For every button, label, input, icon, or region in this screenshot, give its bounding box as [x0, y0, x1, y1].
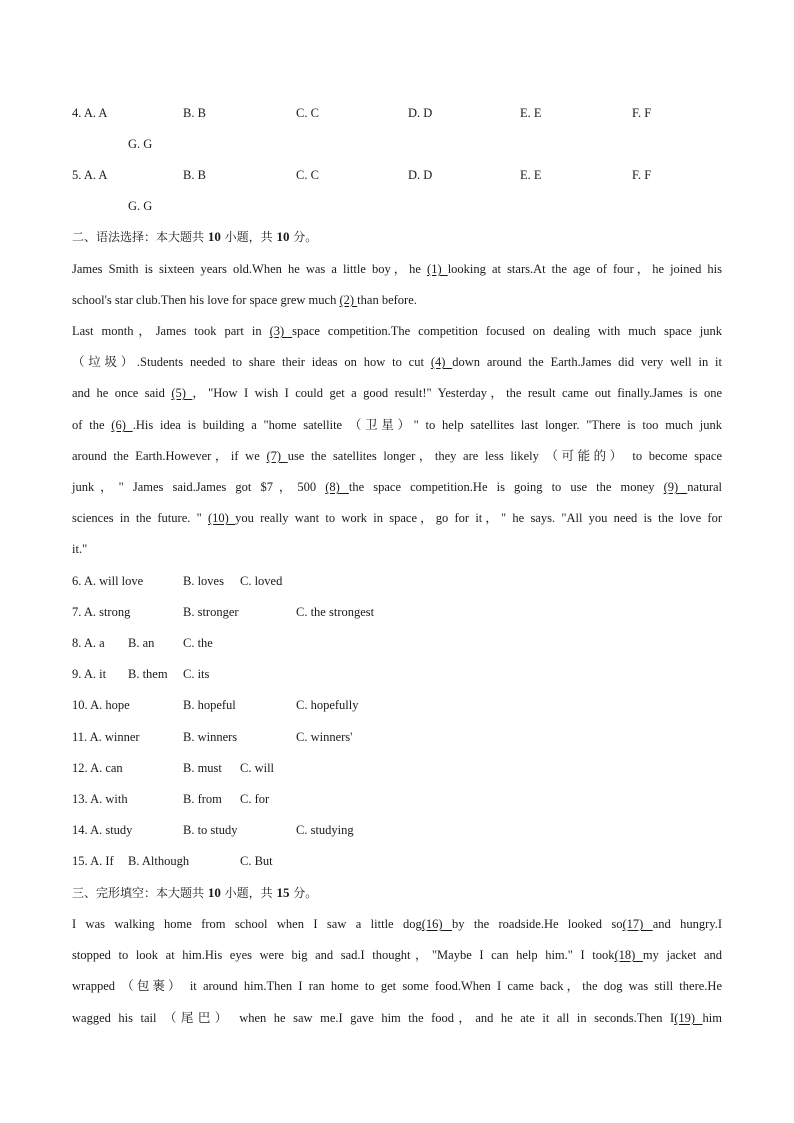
option-b: B. winners — [183, 730, 238, 744]
option-f: F. F — [632, 106, 652, 120]
option-b: B. stronger — [183, 605, 239, 619]
option-c: C. loved — [240, 574, 283, 588]
question-15: 15. A. If — [72, 854, 114, 868]
passage-line: wagged his tail （尾巴） when he saw me.I gave him the food，and he ate it all in seconds.Then I(19) him — [72, 1011, 722, 1025]
option-b: B. them — [128, 667, 168, 681]
passage-line: I was walking home from school when I saw a little dog(16) by the roadside.He looked so(17) and hungry.I — [72, 917, 723, 931]
passage-line: stopped to look at him.His eyes were big and sad.I thought，"Maybe I can help him." I took(18) my jacket and — [72, 948, 722, 962]
option-b: B. B — [183, 168, 206, 182]
option-b: B. hopeful — [183, 698, 236, 712]
passage-line: Last month，James took part in (3) space competition.The competition focused on dealing with much space junk — [72, 324, 722, 338]
passage-line: James Smith is sixteen years old.When he was a little boy，he (1) looking at stars.At the age of four，he joined his — [72, 262, 722, 276]
option-g: G. G — [128, 137, 153, 151]
option-c: C. winners' — [296, 730, 353, 744]
question-10: 10. A. hope — [72, 698, 130, 712]
blank-5: (5) — [171, 386, 193, 400]
blank-2: (2) — [339, 293, 358, 307]
option-b: B. an — [128, 636, 155, 650]
option-c: C. its — [183, 667, 210, 681]
blank-10: (10) — [207, 511, 236, 525]
question-14: 14. A. study — [72, 823, 133, 837]
question-5 — [72, 167, 107, 183]
blank-4: (4) — [430, 355, 453, 369]
passage-line: wrapped （包裹） it around him.Then I ran home to get some food.When I came back，the dog was still there.He — [72, 979, 722, 993]
option-d: D. D — [408, 168, 433, 182]
blank-18: (18) — [614, 948, 643, 962]
option-b: B. B — [183, 106, 206, 120]
option-e: E. E — [520, 106, 542, 120]
option-c: C. But — [240, 854, 273, 868]
passage-line: of the (6) .His idea is building a "home satellite （卫星）" to help satellites last longer. "There is too much junk — [72, 418, 723, 432]
option-c: C. the strongest — [296, 605, 375, 619]
question-6: 6. A. will love — [72, 574, 144, 588]
passage-line: sciences in the future. " (10) you really want to work in space，go for it，" he says. "All you need is the love for — [72, 511, 722, 525]
option-a: A. A — [83, 168, 108, 182]
question-7: 7. A. strong — [72, 605, 131, 619]
question-11: 11. A. winner — [72, 730, 140, 744]
section-heading-grammar: 二、语法选择：本大题共 10 小题，共 10 分。 — [72, 229, 318, 244]
option-c: C. C — [296, 106, 319, 120]
blank-8: (8) — [325, 480, 349, 494]
option-e: E. E — [520, 168, 542, 182]
section-heading-cloze: 三、完形填空：本大题共 10 小题，共 15 分。 — [72, 885, 318, 900]
option-a: A. A — [83, 106, 108, 120]
question-8: 8. A. a — [72, 636, 105, 650]
question-4 — [72, 105, 107, 121]
question-13: 13. A. with — [72, 792, 128, 806]
option-b: B. from — [183, 792, 222, 806]
option-b: B. to study — [183, 823, 238, 837]
passage-line: and he once said (5) ，"How I wish I could get a good result!" Yesterday，the result came out finally.James is one — [72, 386, 723, 400]
option-g: G. G — [128, 199, 153, 213]
blank-1: (1) — [427, 262, 448, 276]
blank-19: (19) — [674, 1011, 703, 1025]
blank-9: (9) — [663, 480, 688, 494]
blank-3: (3) — [269, 324, 293, 338]
passage-line: （垃圾）.Students needed to share their ideas on how to cut (4) down around the Earth.James did very well in it — [72, 355, 722, 369]
option-c: C. studying — [296, 823, 354, 837]
passage-line: junk，" James said.James got $7，500 (8) the space competition.He is going to use the money (9) natural — [72, 480, 723, 494]
question-9: 9. A. it — [72, 667, 107, 681]
option-c: C. hopefully — [296, 698, 359, 712]
passage-line: around the Earth.However，if we (7) use the satellites longer，they are less likely （可能的） to become space — [72, 449, 723, 463]
question-12: 12. A. can — [72, 761, 123, 775]
option-b: B. must — [183, 761, 222, 775]
option-f: F. F — [632, 168, 652, 182]
blank-6: (6) — [111, 418, 133, 432]
option-c: C. C — [296, 168, 319, 182]
blank-7: (7) — [266, 449, 288, 463]
passage-line: school's star club.Then his love for space grew much (2) than before. — [72, 293, 417, 307]
option-d: D. D — [408, 106, 433, 120]
blank-17: (17) — [622, 917, 653, 931]
option-c: C. will — [240, 761, 275, 775]
passage-line: it." — [72, 542, 88, 556]
option-c: C. the — [183, 636, 213, 650]
option-c: C. for — [240, 792, 270, 806]
question-number: 5. — [72, 168, 82, 182]
option-b: B. Although — [128, 854, 190, 868]
question-number: 4. — [72, 106, 82, 120]
option-b: B. loves — [183, 574, 224, 588]
blank-16: (16) — [421, 917, 452, 931]
